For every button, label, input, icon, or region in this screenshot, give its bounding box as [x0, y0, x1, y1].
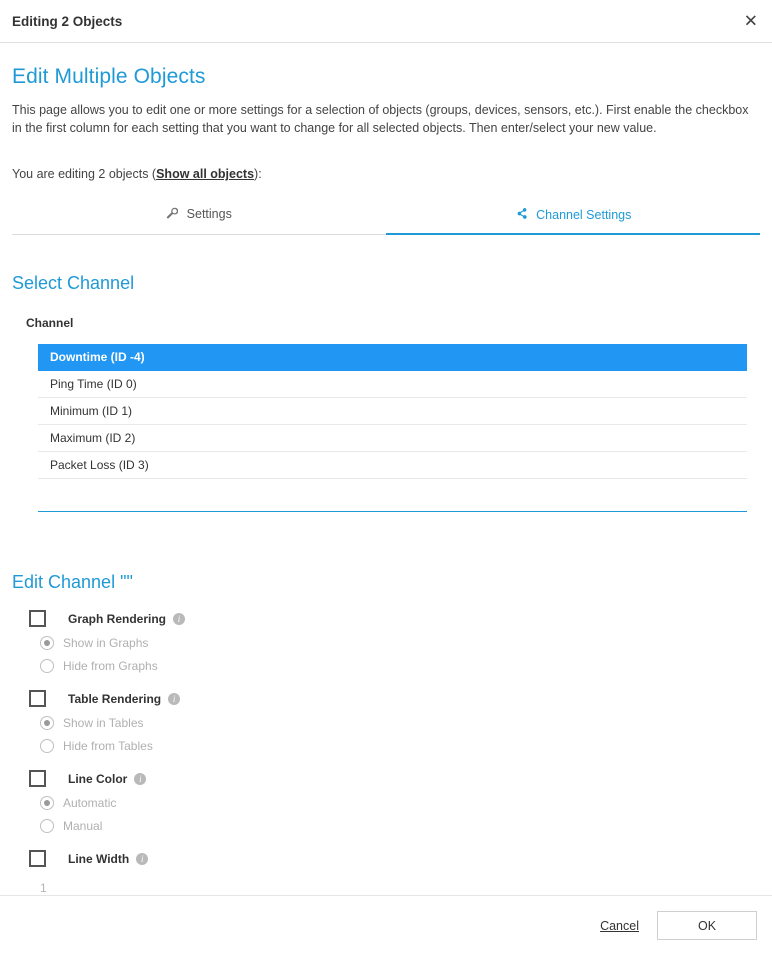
dialog-footer [0, 895, 772, 955]
list-item[interactable]: Packet Loss (ID 3) [38, 452, 747, 479]
info-icon[interactable]: i [134, 773, 146, 785]
radio-label: Hide from Tables [63, 739, 153, 754]
list-item[interactable]: Minimum (ID 1) [38, 398, 747, 425]
channel-field-label: Channel [26, 316, 74, 331]
select-channel-heading: Select Channel [12, 273, 135, 294]
list-item[interactable]: Ping Time (ID 0) [38, 371, 747, 398]
radio-option[interactable] [40, 659, 760, 673]
radio-label: Manual [63, 819, 103, 834]
list-item[interactable]: Downtime (ID -4) [38, 344, 747, 371]
list-item[interactable]: Maximum (ID 2) [38, 425, 747, 452]
editing-objects-suffix: ): [254, 167, 262, 182]
editing-objects-line [12, 167, 760, 181]
tab-bar [12, 199, 760, 235]
editing-objects-prefix: You are editing 2 objects ( [12, 167, 157, 182]
share-icon [515, 207, 528, 223]
setting-table-rendering [12, 690, 760, 753]
table-rendering-label: Table Rendering [68, 691, 162, 706]
setting-line-color [12, 770, 760, 833]
setting-header [12, 690, 760, 707]
setting-header [12, 770, 760, 787]
radio-label: Hide from Graphs [63, 659, 158, 674]
info-icon[interactable]: i [168, 693, 180, 705]
graph-rendering-checkbox[interactable] [29, 610, 46, 627]
setting-header [12, 610, 760, 627]
setting-header [12, 850, 760, 867]
line-color-checkbox[interactable] [29, 770, 46, 787]
radio-option[interactable] [40, 796, 760, 810]
radio-hide-from-tables[interactable] [40, 739, 54, 753]
edit-channel-heading: Edit Channel "" [12, 572, 133, 593]
line-width-checkbox[interactable] [29, 850, 46, 867]
tab-channel-settings[interactable] [386, 199, 760, 235]
setting-line-width [12, 850, 760, 901]
table-rendering-checkbox[interactable] [29, 690, 46, 707]
radio-label: Show in Tables [63, 716, 144, 731]
wrench-icon [166, 207, 178, 222]
radio-hide-from-graphs[interactable] [40, 659, 54, 673]
line-color-label: Line Color [68, 771, 128, 786]
radio-show-in-tables[interactable] [40, 716, 54, 730]
channel-list[interactable] [38, 343, 747, 479]
info-icon[interactable]: i [136, 853, 148, 865]
tab-settings[interactable] [12, 199, 386, 235]
setting-graph-rendering [12, 610, 760, 673]
tab-channel-settings-label: Channel Settings [536, 208, 632, 223]
ok-button[interactable]: OK [657, 911, 757, 940]
radio-option[interactable] [40, 636, 760, 650]
cancel-button[interactable]: Cancel [600, 918, 639, 933]
info-icon[interactable]: i [173, 613, 185, 625]
dialog-titlebar [0, 0, 772, 43]
graph-rendering-label: Graph Rendering [68, 611, 167, 626]
page-description: This page allows you to edit one or more settings for a selection of objects (groups, devices, sensors, etc.). First enable the checkbox in the first column for each setting that you want to change for all selected objects. Then enter/select your new value. [12, 103, 749, 136]
page-title: Edit Multiple Objects [12, 65, 206, 88]
show-all-objects-link[interactable]: Show all objects [156, 167, 255, 182]
radio-manual[interactable] [40, 819, 54, 833]
radio-automatic[interactable] [40, 796, 54, 810]
radio-option[interactable] [40, 819, 760, 833]
close-icon[interactable]: ✕ [743, 11, 758, 31]
line-width-label: Line Width [68, 851, 130, 866]
dialog-title: Editing 2 Objects [12, 13, 123, 29]
radio-option[interactable] [40, 716, 760, 730]
radio-show-in-graphs[interactable] [40, 636, 54, 650]
radio-label: Automatic [63, 796, 117, 811]
radio-label: Show in Graphs [63, 636, 149, 651]
tab-settings-label: Settings [186, 207, 232, 222]
channel-list-divider [38, 511, 747, 512]
radio-option[interactable] [40, 739, 760, 753]
dialog-content [0, 65, 772, 901]
